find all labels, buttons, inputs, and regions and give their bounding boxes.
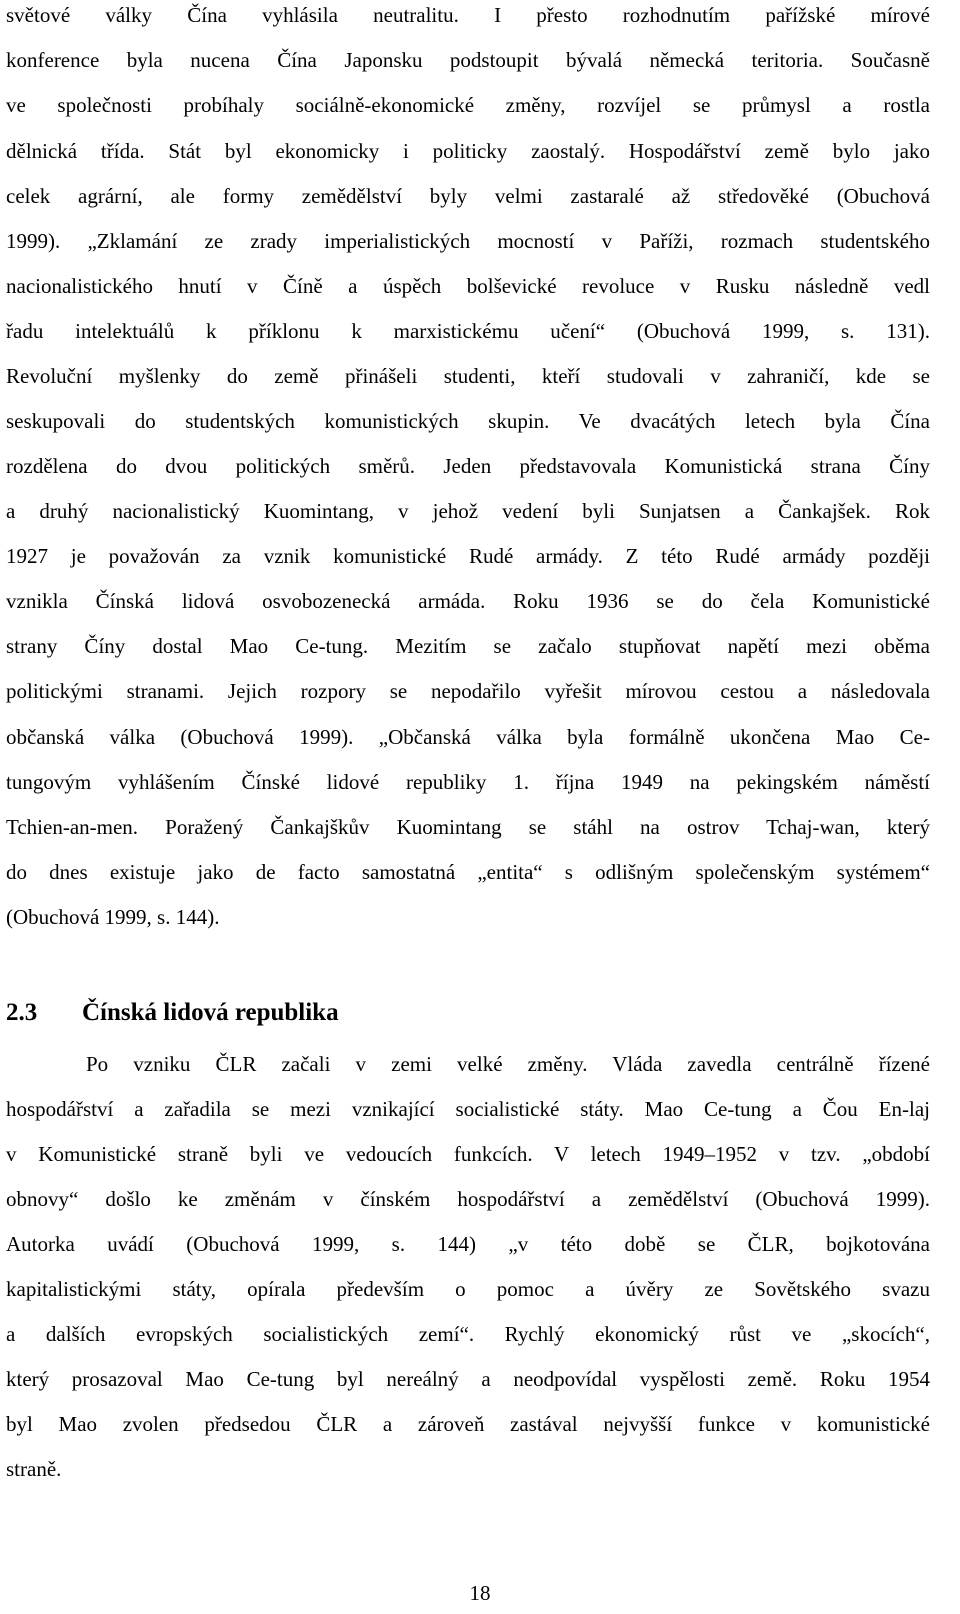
paragraph-line: Revoluční myšlenky do země přinášeli studenti, kteří studovali v zahraničí, kde se <box>6 364 930 388</box>
paragraph-line: a dalších evropských socialistických zemí“. Rychlý ekonomický růst ve „skocích“, <box>6 1322 930 1346</box>
paragraph-line: politickými stranami. Jejich rozpory se nepodařilo vyřešit mírovou cestou a následovala <box>6 679 930 703</box>
paragraph-line: vznikla Čínská lidová osvobozenecká armáda. Roku 1936 se do čela Komunistické <box>6 589 930 613</box>
section-title: Čínská lidová republika <box>82 999 339 1026</box>
paragraph-line: 1999). „Zklamání ze zrady imperialistických mocností v Paříži, rozmach studentského <box>6 229 930 253</box>
paragraph-line: občanská válka (Obuchová 1999). „Občanská válka byla formálně ukončena Mao Ce- <box>6 725 930 749</box>
paragraph-line: nacionalistického hnutí v Číně a úspěch bolševické revoluce v Rusku následně vedl <box>6 274 930 298</box>
paragraph-line: 1927 je považován za vznik komunistické Rudé armády. Z této Rudé armády později <box>6 544 930 568</box>
section-heading <box>6 995 339 1031</box>
page-number: 18 <box>469 1581 491 1605</box>
paragraph-line: rozdělena do dvou politických směrů. Jeden představovala Komunistická strana Číny <box>6 454 930 478</box>
paragraph-line: Tchien-an-men. Poražený Čankajškův Kuomintang se stáhl na ostrov Tchaj-wan, který <box>6 815 930 839</box>
paragraph-line: konference byla nucena Čína Japonsku podstoupit bývalá německá teritoria. Současně <box>6 48 930 72</box>
paragraph-line: seskupovali do studentských komunistických skupin. Ve dvacátých letech byla Čína <box>6 409 930 433</box>
paragraph-line: Autorka uvádí (Obuchová 1999, s. 144) „v této době se ČLR, bojkotována <box>6 1232 930 1256</box>
paragraph-line: hospodářství a zařadila se mezi vznikající socialistické státy. Mao Ce-tung a Čou En-laj <box>6 1097 930 1121</box>
paragraph-line: Po vzniku ČLR začali v zemi velké změny. Vláda zavedla centrálně řízené <box>86 1052 930 1076</box>
paragraph-line: strany Číny dostal Mao Ce-tung. Mezitím se začalo stupňovat napětí mezi oběma <box>6 634 930 658</box>
paragraph-line: celek agrární, ale formy zemědělství byly velmi zastaralé až středověké (Obuchová <box>6 184 930 208</box>
paragraph-line: kapitalistickými státy, opírala především o pomoc a úvěry ze Sovětského svazu <box>6 1277 930 1301</box>
paragraph-line: ve společnosti probíhaly sociálně-ekonomické změny, rozvíjel se průmysl a rostla <box>6 93 930 117</box>
paragraph-line: (Obuchová 1999, s. 144). <box>6 905 220 929</box>
section-number: 2.3 <box>6 999 38 1026</box>
paragraph-line: řadu intelektuálů k příklonu k marxistickému učení“ (Obuchová 1999, s. 131). <box>6 319 930 343</box>
paragraph-line: byl Mao zvolen předsedou ČLR a zároveň zastával nejvyšší funkce v komunistické <box>6 1412 930 1436</box>
paragraph-line: dělnická třída. Stát byl ekonomicky i politicky zaostalý. Hospodářství země bylo jako <box>6 139 930 163</box>
paragraph-line: tungovým vyhlášením Čínské lidové republiky 1. října 1949 na pekingském náměstí <box>6 770 930 794</box>
paragraph-line: světové války Čína vyhlásila neutralitu. I přesto rozhodnutím pařížské mírové <box>6 3 930 27</box>
paragraph-line: straně. <box>6 1457 62 1481</box>
paragraph-line: a druhý nacionalistický Kuomintang, v jehož vedení byli Sunjatsen a Čankajšek. Rok <box>6 499 930 523</box>
paragraph-line: obnovy“ došlo ke změnám v čínském hospodářství a zemědělství (Obuchová 1999). <box>6 1187 930 1211</box>
paragraph-line: v Komunistické straně byli ve vedoucích funkcích. V letech 1949–1952 v tzv. „období <box>6 1142 930 1166</box>
paragraph-line: do dnes existuje jako de facto samostatná „entita“ s odlišným společenským systémem“ <box>6 860 930 884</box>
paragraph-line: který prosazoval Mao Ce-tung byl nereálný a neodpovídal vyspělosti země. Roku 1954 <box>6 1367 930 1391</box>
